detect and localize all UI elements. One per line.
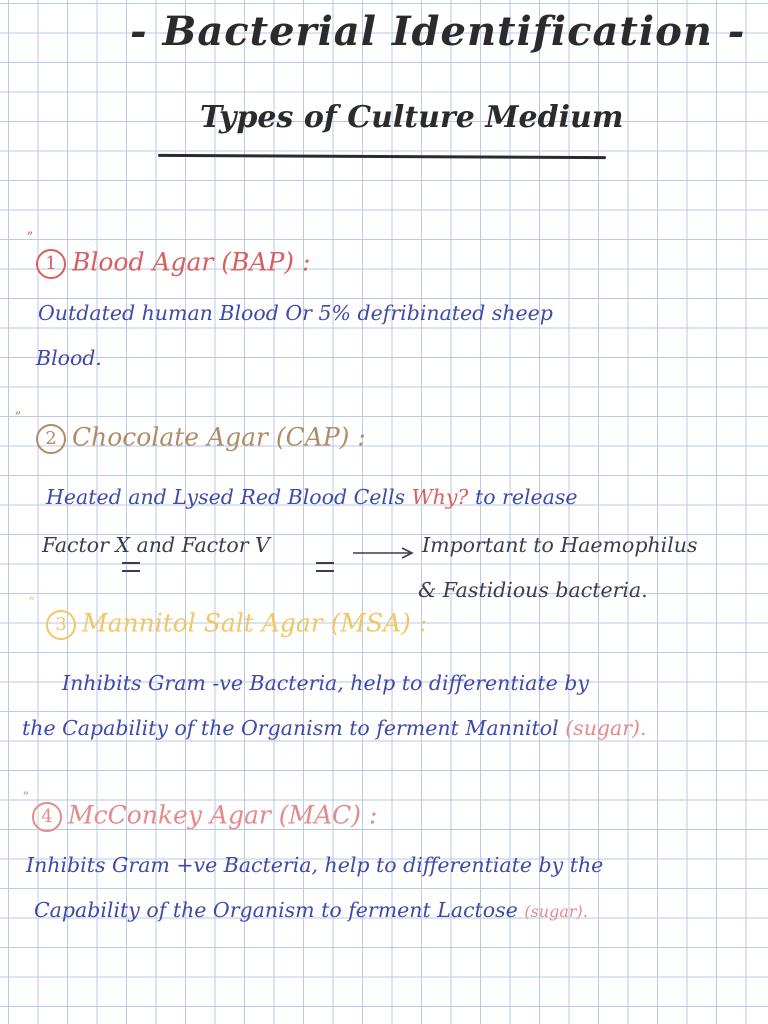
section-3-title: Mannitol Salt Agar (MSA) :: [82, 608, 428, 638]
tick-mark: ˮ: [22, 790, 29, 806]
section-4-line-1: Inhibits Gram +ve Bacteria, help to differentiate by the: [26, 853, 604, 877]
section-2-line-2-left: Factor X and Factor V: [42, 533, 270, 557]
section-2-line-1-text: Heated and Lysed Red Blood Cells: [46, 485, 406, 509]
subtitle-underline: [158, 154, 606, 159]
double-underline: [316, 562, 334, 572]
section-3-note: (sugar).: [565, 716, 647, 740]
section-2-line-1: [46, 487, 578, 508]
double-underline: [122, 562, 140, 572]
tick-mark: ˮ: [26, 230, 33, 246]
section-4-line-2-text: Capability of the Organism to ferment Lactose: [34, 898, 518, 922]
tick-mark: ˮ: [14, 410, 21, 426]
section-2-heading: [36, 424, 366, 454]
section-4-note: (sugar).: [524, 902, 588, 921]
section-2-line-3: & Fastidious bacteria.: [418, 578, 648, 602]
section-2-line-1-tail: to release: [474, 485, 578, 509]
section-3-line-2-text: the Capability of the Organism to ferment Mannitol: [22, 716, 559, 740]
section-4-heading: [32, 802, 377, 832]
page-title: - Bacterial Identification -: [130, 8, 746, 55]
tick-mark: ˮ: [28, 595, 35, 611]
section-3-line-2: [22, 718, 647, 739]
page-subtitle: Types of Culture Medium: [200, 100, 624, 135]
section-3-heading: [46, 610, 427, 640]
section-1-number: 1: [36, 249, 66, 279]
section-4-number: 4: [32, 802, 62, 832]
section-2-number: 2: [36, 424, 66, 454]
section-3-line-1: Inhibits Gram -ve Bacteria, help to differentiate by: [62, 671, 589, 695]
arrow-icon: [352, 546, 414, 560]
section-1-line-2: Blood.: [36, 346, 102, 370]
section-1-heading: [36, 249, 310, 279]
section-1-line-1: Outdated human Blood Or 5% defribinated sheep: [38, 301, 553, 325]
section-3-number: 3: [46, 610, 76, 640]
section-4-line-2: [34, 900, 588, 921]
section-4-title: McConkey Agar (MAC) :: [68, 800, 378, 830]
section-2-title: Chocolate Agar (CAP) :: [72, 422, 366, 452]
section-1-title: Blood Agar (BAP) :: [72, 247, 311, 277]
section-2-why: Why?: [411, 485, 469, 509]
section-2-line-2-right: Important to Haemophilus: [422, 533, 698, 557]
